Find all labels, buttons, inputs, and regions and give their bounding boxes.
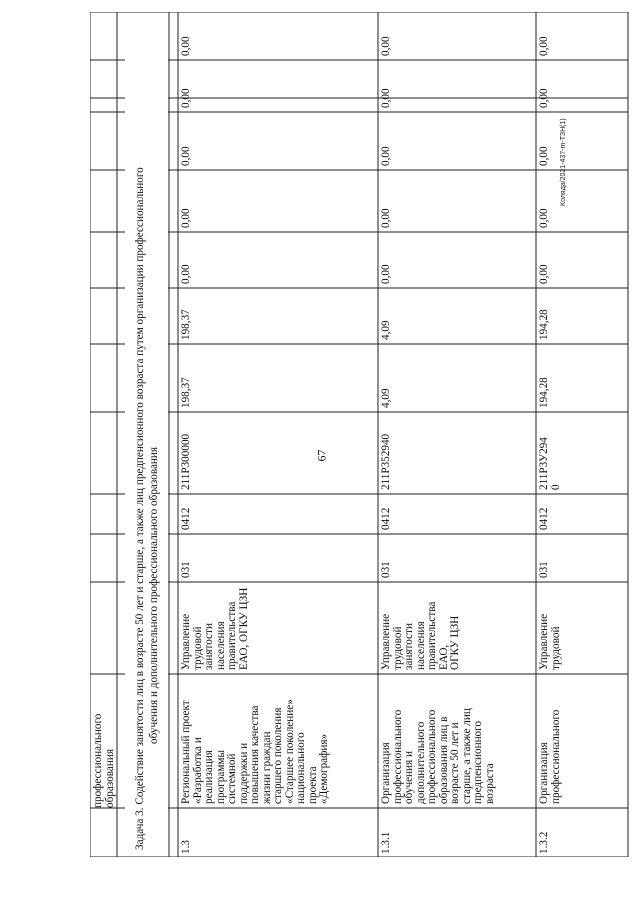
row-1-3-1-number: 1.3.1 <box>380 831 392 854</box>
row-1-3-2-name: Организация профессионального <box>538 709 562 804</box>
row-1-3-1-csr: 211P352940 <box>380 433 392 490</box>
prev-row-name: профессионального образования <box>92 713 116 808</box>
task-heading-line-2: обучения и дополнительного профессионального образования <box>148 446 160 744</box>
row-1-3-2-rzpr: 0412 <box>538 507 550 530</box>
row-1-3-2-year-3: 0,00 <box>538 208 550 228</box>
row-1-3-name: Региональный проект «Разработка и реализация программы системной поддержки и повышения качества жизни граждан старшего поколения «Старшее поколение» национального проекта «Демография» <box>180 699 330 804</box>
task-heading-line-1: Задача 3. Содействие занятости лиц в возрасте 50 лет и старше, а также лиц предпенсионного возраста путем организации профессионального <box>134 167 146 850</box>
row-1-3-year-5: 0,00 <box>180 88 192 108</box>
row-1-3-2-csr: 211P3У294 0 <box>538 437 562 490</box>
row-1-3-1-name: Организация профессионального обучения и дополнительного профессионального образования лиц в возрасте 50 лет и старше, а также лиц предпенсионного возраста <box>380 708 496 804</box>
row-1-3-1-year-5: 0,00 <box>380 88 392 108</box>
row-1-3-year-7: 0,00 <box>180 36 192 56</box>
budget-table <box>90 12 630 857</box>
row-1-3-year-1: 198,37 <box>180 309 192 340</box>
row-1-3-2-year-2: 0,00 <box>538 264 550 284</box>
row-1-3-1-total: 4,09 <box>380 388 392 408</box>
row-1-3-number: 1.3 <box>180 840 192 854</box>
row-1-3-grbs: 031 <box>180 561 192 578</box>
row-1-3-1-year-3: 0,00 <box>380 208 392 228</box>
row-1-3-1-year-2: 0,00 <box>380 264 392 284</box>
page-number: 67 <box>314 449 329 462</box>
row-1-3-csr: 211P300000 <box>180 433 192 490</box>
row-1-3-1-executor: Управление трудовой занятости населения правительства ЕАО, ОГКУ ЦЗН <box>380 601 461 670</box>
row-1-3-executor: Управление трудовой занятости населения правительства ЕАО, ОГКУ ЦЗН <box>180 587 250 670</box>
row-1-3-year-3: 0,00 <box>180 208 192 228</box>
row-1-3-total: 198,37 <box>180 377 192 408</box>
row-1-3-1-rzpr: 0412 <box>380 507 392 530</box>
row-1-3-1-grbs: 031 <box>380 561 392 578</box>
row-1-3-2-total: 194,28 <box>538 377 550 408</box>
row-1-3-1-year-4: 0,00 <box>380 146 392 166</box>
row-1-3-2-grbs: 031 <box>538 561 550 578</box>
row-1-3-2-year-5: 0,00 <box>538 88 550 108</box>
row-1-3-2-executor: Управление трудовой <box>538 613 562 670</box>
row-1-3-2-year-1: 194,28 <box>538 309 550 340</box>
row-1-3-2-number: 1.3.2 <box>538 831 550 854</box>
row-1-3-rzpr: 0412 <box>180 507 192 530</box>
row-1-3-2-year-4: 0,00 <box>538 146 550 166</box>
row-1-3-2-year-7: 0,00 <box>538 36 550 56</box>
row-1-3-1-year-1: 4,09 <box>380 320 392 340</box>
row-1-3-year-4: 0,00 <box>180 146 192 166</box>
row-1-3-year-2: 0,00 <box>180 264 192 284</box>
document-stamp: Коляда/2021-437-m-ТЗН(1) <box>560 118 567 206</box>
row-1-3-1-year-7: 0,00 <box>380 36 392 56</box>
